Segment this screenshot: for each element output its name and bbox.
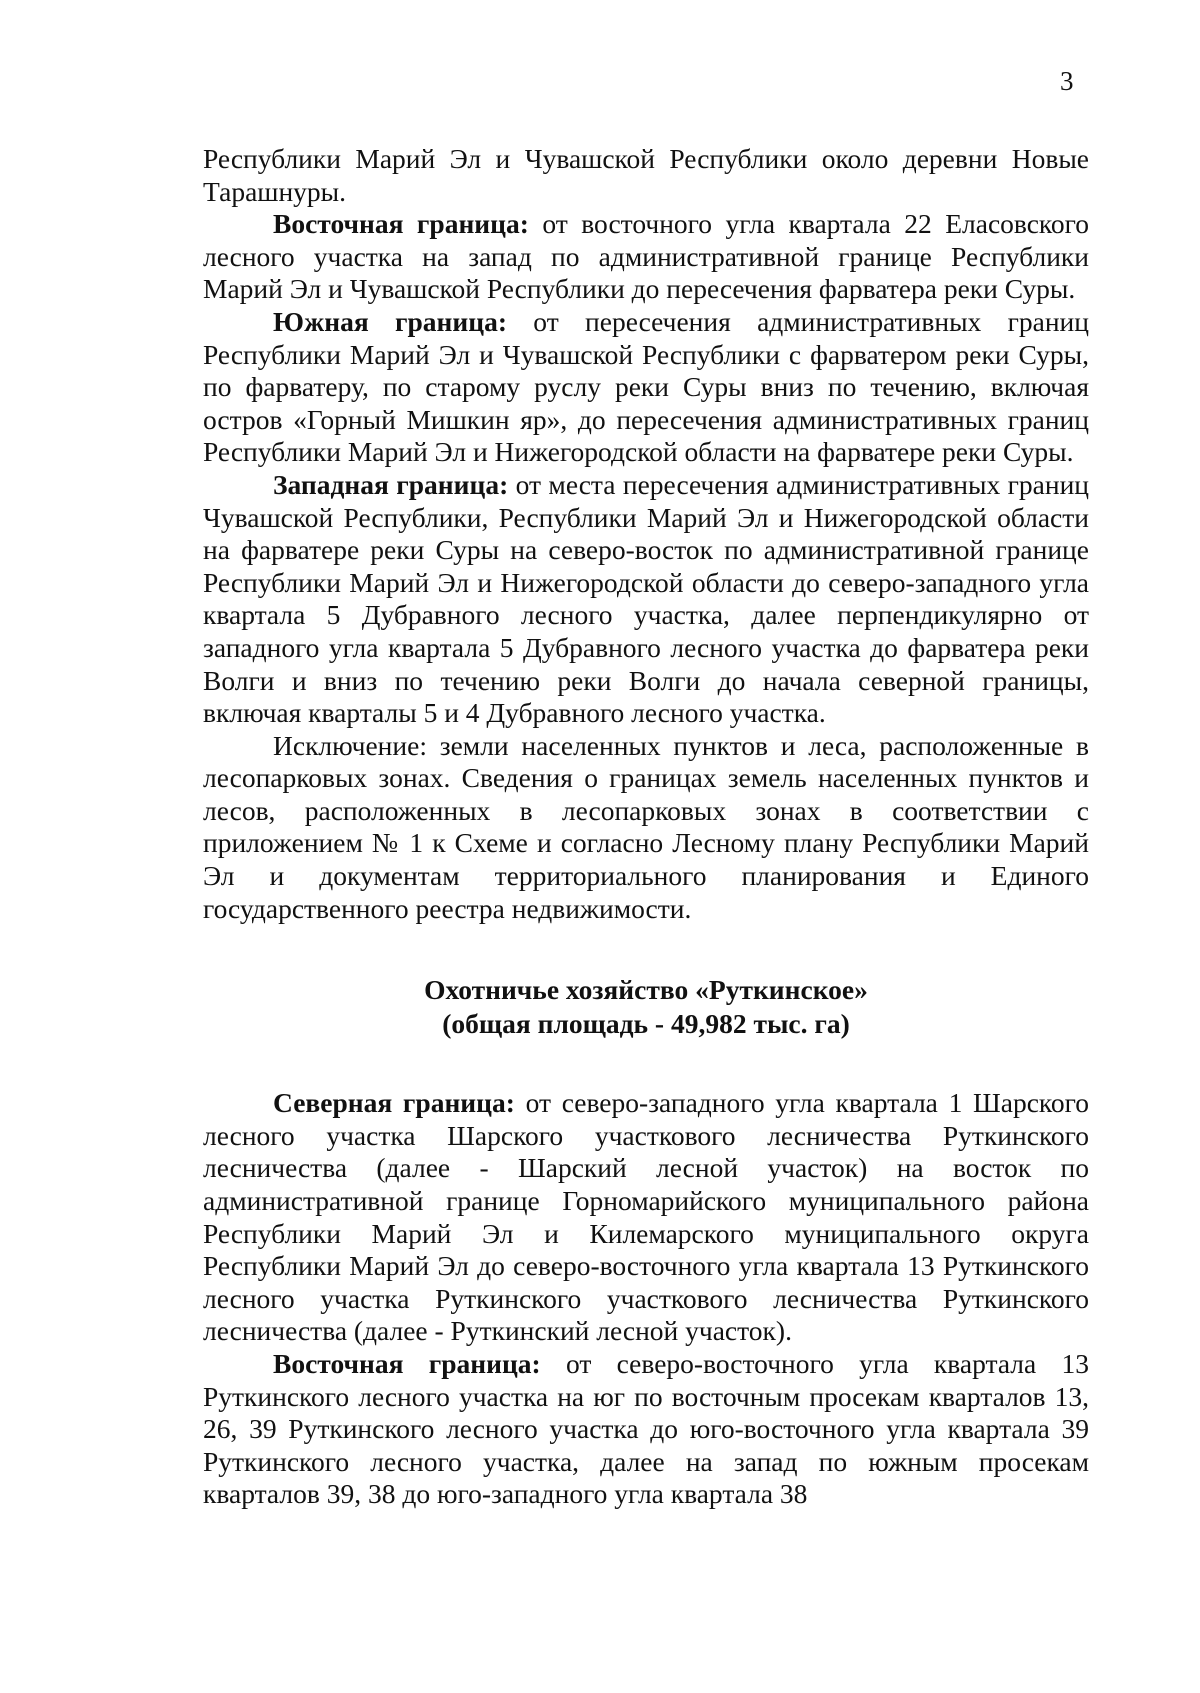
paragraph-continuation (203, 143, 1089, 208)
page-number: 3 (1060, 66, 1074, 96)
paragraph-eastern-border-2 (203, 1348, 1089, 1511)
paragraph-text: Республики Марий Эл и Чувашской Республики около деревни Новые Тарашнуры. (203, 143, 1089, 207)
section-title: Охотничье хозяйство «Руткинское» (424, 974, 868, 1006)
paragraph-lead: Южная граница: (273, 305, 507, 337)
paragraph-text: от пересечения административных границ Республики Марий Эл и Чувашской Республики с фарватером реки Суры, по фарватеру, по старому руслу реки Суры вниз по течению, включая остров «Горный Мишкин яр», до пересечения административных границ Республики Марий Эл и Нижегородской области на фарватере реки Суры. (203, 305, 1089, 468)
paragraph-lead: Северная граница: (273, 1087, 515, 1119)
paragraph-southern-border (203, 306, 1089, 469)
paragraph-text: от северо-восточного угла квартала 13 Руткинского лесного участка на юг по восточным просекам кварталов 13, 26, 39 Руткинского лесного участка до юго-восточного угла квартала 39 Руткинского лесного участка, далее на запад по южным просекам кварталов 39, 38 до юго-западного угла квартала 38 (203, 1348, 1089, 1510)
paragraph-text: от места пересечения административных границ Чувашской Республики, Республики Марий Эл и Нижегородской области на фарватере реки Суры на северо-восток по административной границе Республики Марий Эл и Нижегородской области до северо-западного угла квартала 5 Дубравного лесного участка, далее перпендикулярно от западного угла квартала 5 Дубравного лесного участка до фарватера реки Волги и вниз по течению реки Волги до начала северной границы, включая кварталы 5 и 4 Дубравного лесного участка. (203, 468, 1089, 729)
paragraph-northern-border (203, 1087, 1089, 1348)
document-body (203, 143, 1089, 1511)
paragraph-lead: Восточная граница: (273, 1348, 541, 1379)
section-subtitle: (общая площадь - 49,982 тыс. га) (442, 1008, 850, 1040)
paragraph-western-border (203, 469, 1089, 730)
paragraph-text: от северо-западного угла квартала 1 Шарского лесного участка Шарского участкового лесничества Руткинского лесничества (далее - Шарский лесной участок) на восток по административной границе Горномарийского муниципального района Республики Марий Эл и Килемарского муниципального округа Республики Марий Эл до северо-восточного угла квартала 13 Руткинского лесного участка Руткинского участкового лесничества Руткинского лесничества (далее - Руткинский лесной участок). (203, 1087, 1089, 1347)
paragraph-text: от восточного угла квартала 22 Еласовского лесного участка на запад по административной границе Республики Марий Эл и Чувашской Республики до пересечения фарватера реки Суры. (203, 208, 1089, 305)
paragraph-text: Исключение: земли населенных пунктов и леса, расположенные в лесопарковых зонах. Сведения о границах земель населенных пунктов и лесов, расположенных в лесопарковых зонах в соответствии с приложением № 1 к Схеме и согласно Лесному плану Республики Марий Эл и документам территориального планирования и Единого государственного реестра недвижимости. (203, 729, 1089, 924)
section-heading (203, 973, 1089, 1041)
paragraph-exception (203, 730, 1089, 926)
paragraph-eastern-border (203, 208, 1089, 306)
paragraph-lead: Восточная граница: (273, 208, 529, 240)
paragraph-lead: Западная граница: (273, 468, 509, 500)
